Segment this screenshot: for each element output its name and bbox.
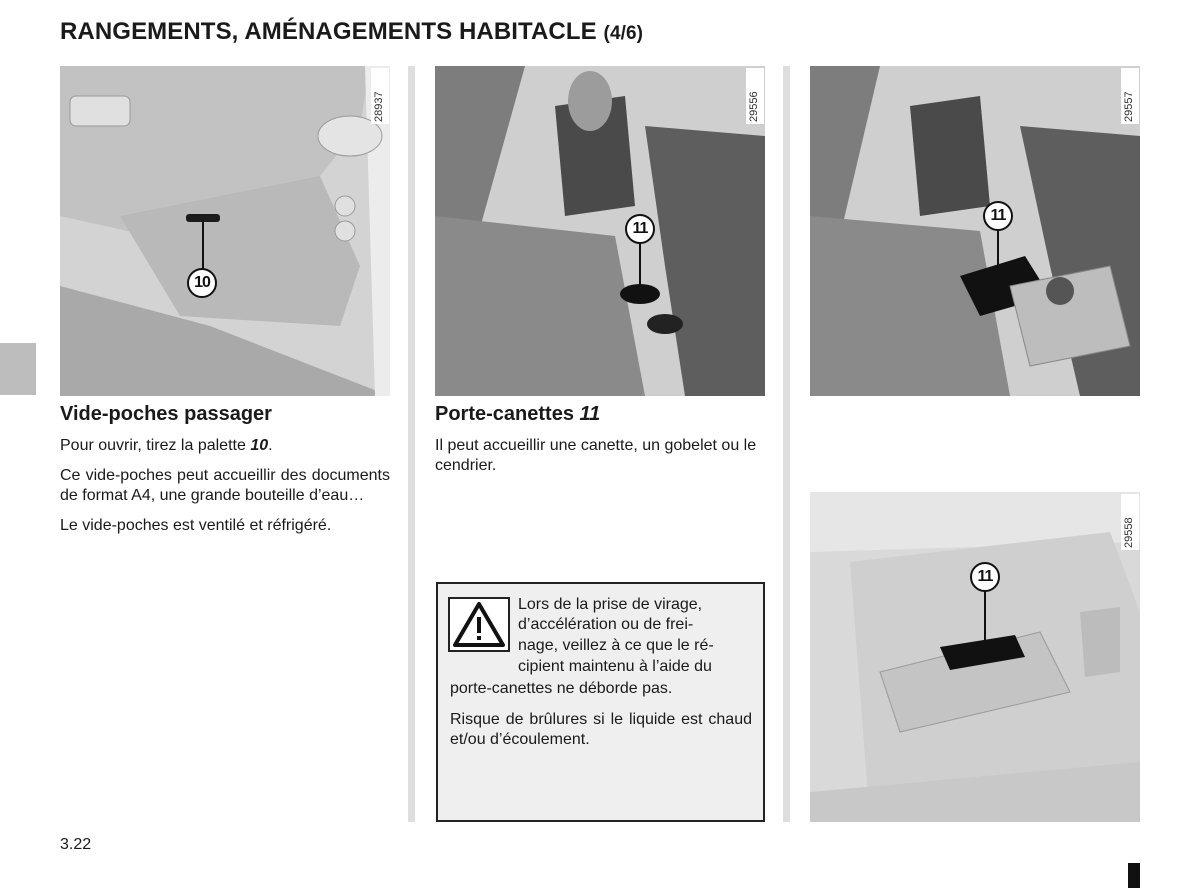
- ref-number: 10: [250, 437, 269, 454]
- callout-pointer: [984, 590, 986, 642]
- page-title-part: (4/6): [603, 23, 644, 44]
- image-ref-29557: 29557: [1121, 68, 1139, 124]
- callout-pointer: [997, 230, 999, 280]
- paragraph: Pour ouvrir, tirez la palette 10.: [60, 437, 273, 454]
- callout-10: 10: [187, 268, 217, 298]
- cupholder-console-open-photo: [810, 66, 1140, 396]
- warning-triangle-icon: [448, 597, 510, 652]
- image-ref-29556: 29556: [746, 68, 764, 124]
- section-heading: Porte-canettes 11: [435, 403, 601, 425]
- callout-11: 11: [625, 214, 655, 244]
- section-porte-canettes: [435, 403, 765, 476]
- page-number: 3.22: [60, 836, 92, 853]
- section-heading: Vide-poches passager: [60, 403, 272, 425]
- cupholder-console-photo: [435, 66, 765, 396]
- paragraph: Le vide-poches est ventilé et réfrigéré.: [60, 517, 332, 534]
- image-ref-28937: 28937: [371, 68, 389, 124]
- warning-line: cipient maintenu à l’aide du: [518, 658, 712, 675]
- rear-cupholder-photo: [810, 492, 1140, 822]
- chapter-tab: [0, 343, 36, 395]
- column-divider-2: [783, 66, 790, 822]
- callout-11: 11: [970, 562, 1000, 592]
- paragraph: Il peut accueillir une canette, un gobelet ou le cendrier.: [435, 437, 757, 474]
- page-title-text: RANGEMENTS, AMÉNAGEMENTS HABITACLE: [60, 18, 597, 45]
- callout-pointer: [202, 220, 204, 270]
- callout-pointer: [639, 242, 641, 292]
- section-vide-poches: [60, 403, 390, 536]
- corner-mark: [1128, 863, 1140, 888]
- glovebox-photo: [60, 66, 390, 396]
- warning-box: [436, 582, 765, 822]
- paragraph: Ce vide-poches peut accueillir des documents de format A4, une grande bouteille d’eau…: [60, 467, 390, 504]
- image-ref-29558: 29558: [1121, 494, 1139, 550]
- warning-line: Lors de la prise de virage,: [518, 596, 703, 613]
- warning-line: porte-canettes ne déborde pas.: [450, 680, 673, 697]
- warning-paragraph: Risque de brûlures si le liquide est chaud et/ou d’écoulement.: [450, 711, 752, 748]
- warning-line: nage, veillez à ce que le ré-: [518, 637, 714, 654]
- column-divider-1: [408, 66, 415, 822]
- warning-line: d’accélération ou de frei-: [518, 616, 694, 633]
- callout-11: 11: [983, 201, 1013, 231]
- page-title: [60, 18, 643, 46]
